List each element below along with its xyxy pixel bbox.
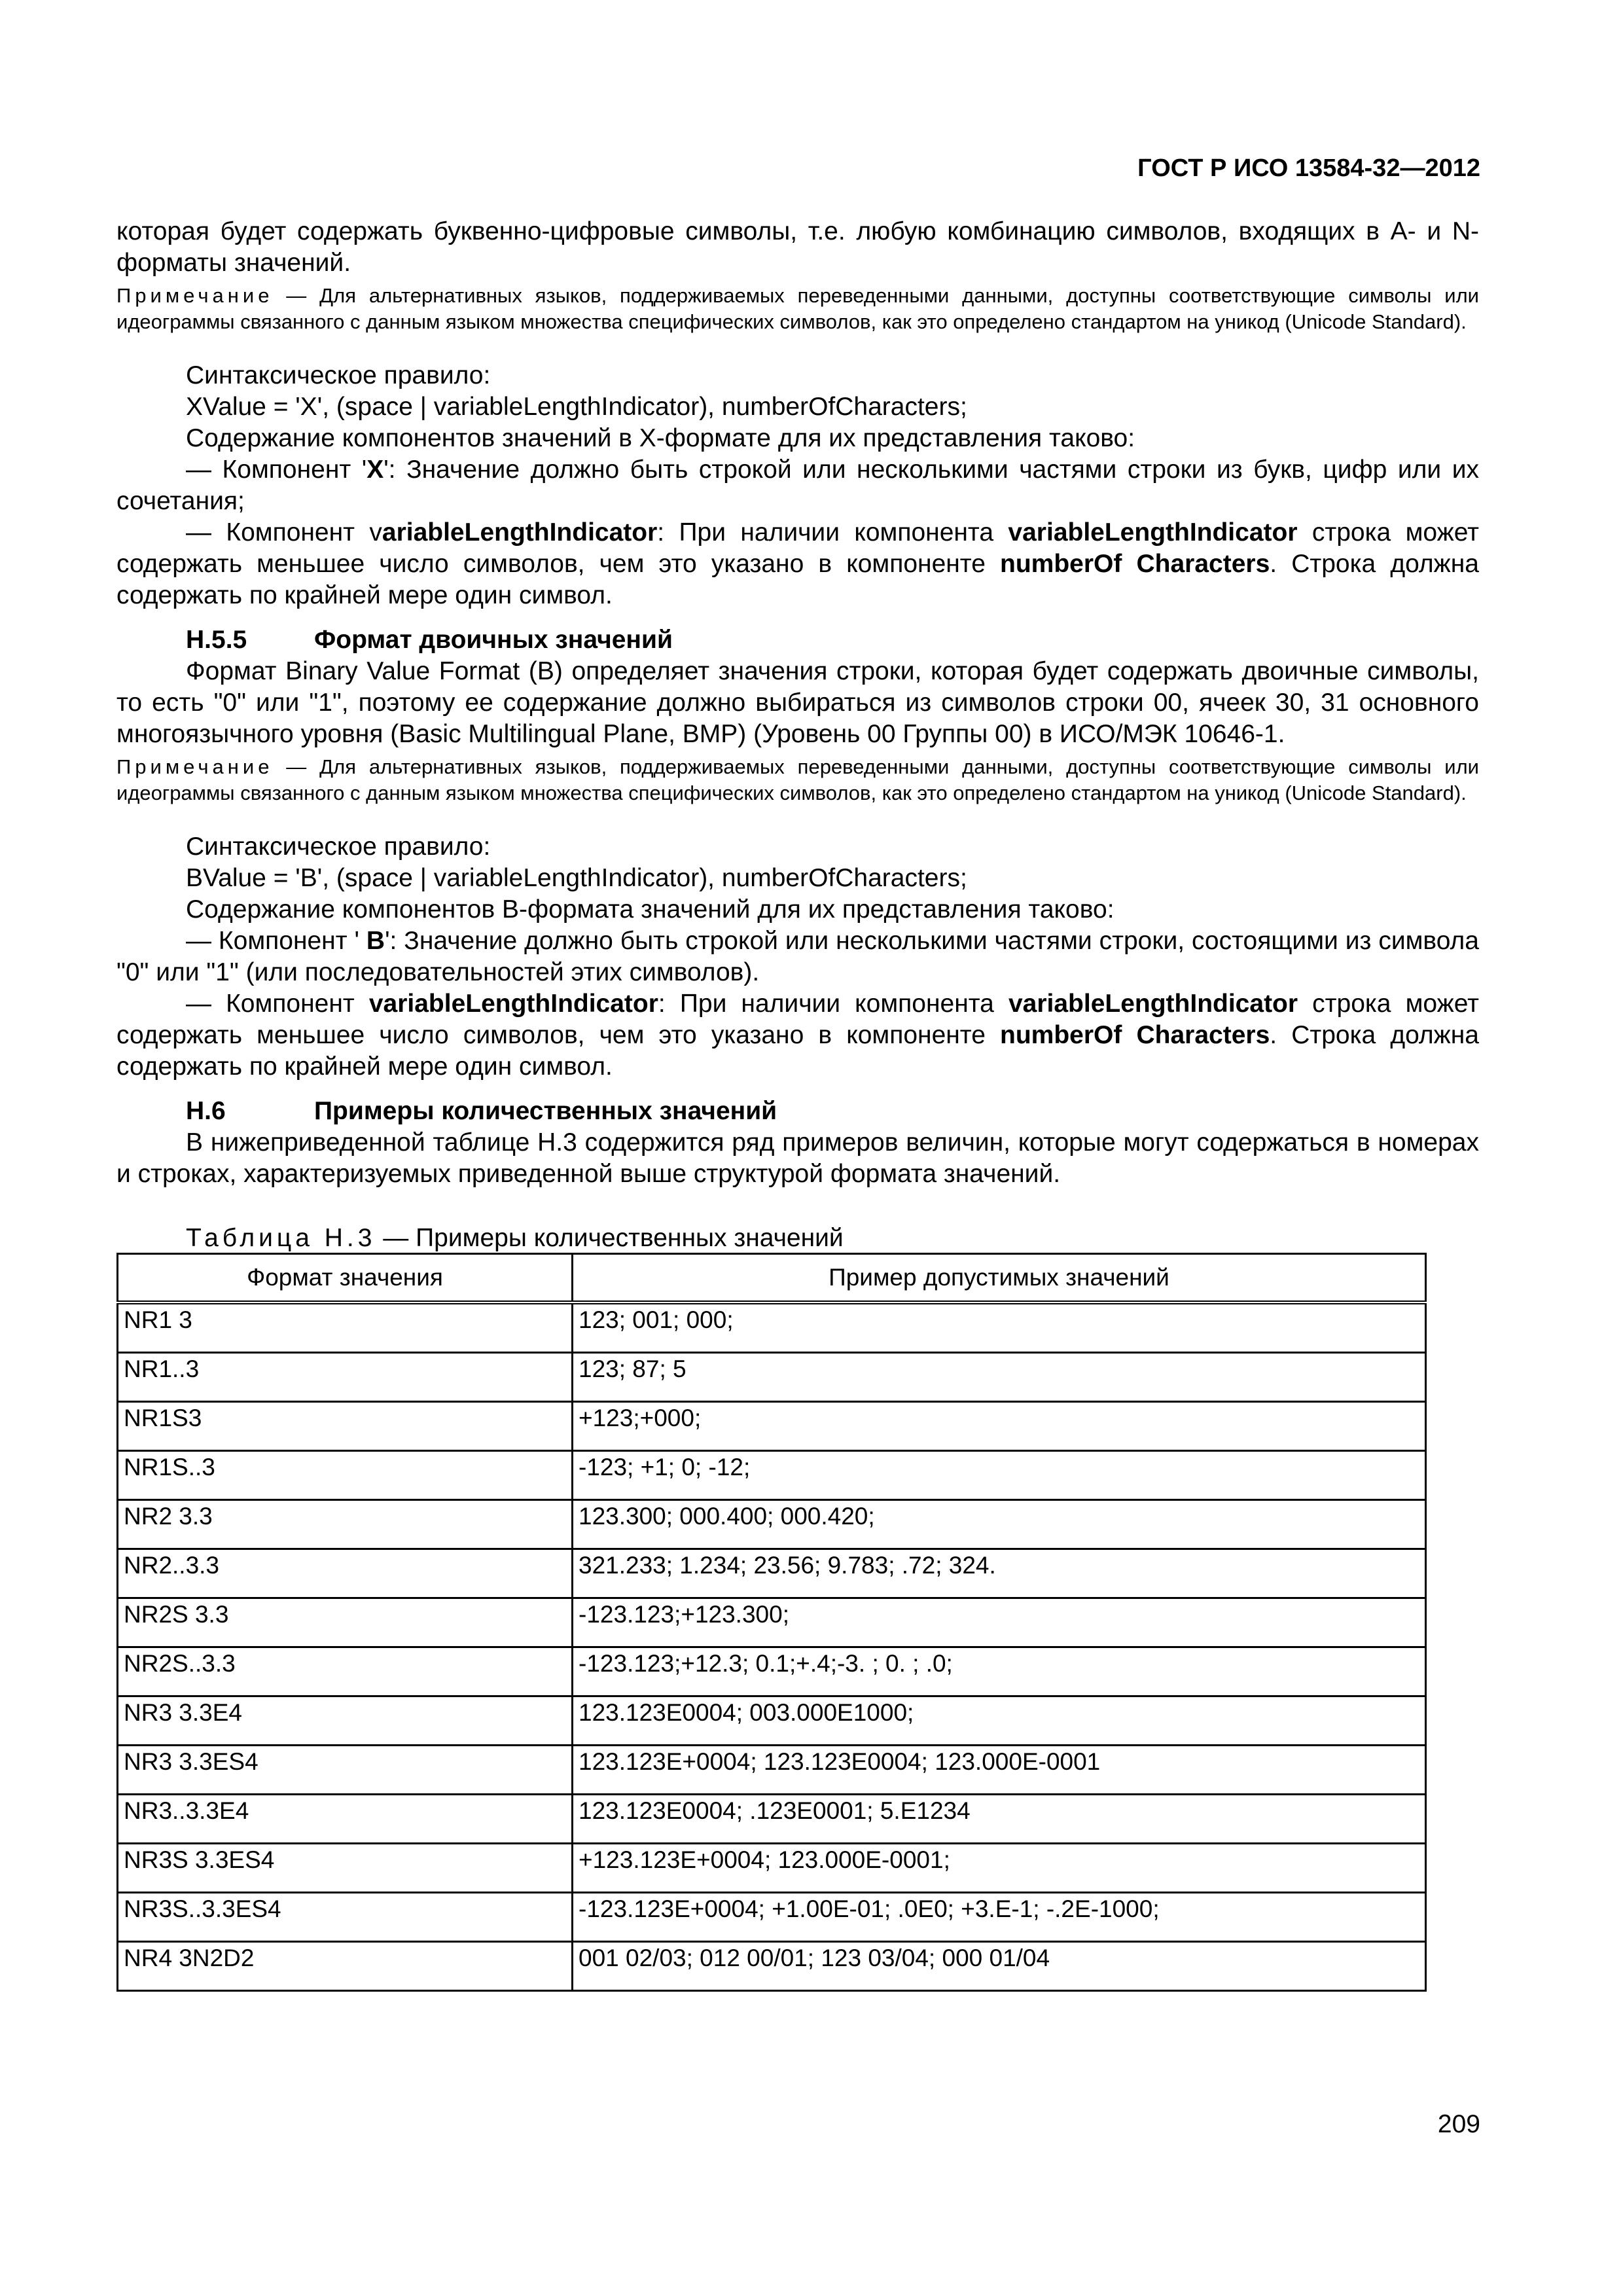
syntax-rule: XValue = 'X', (space | variableLengthIndicator), numberOfCharacters; (186, 393, 967, 421)
section-heading (116, 624, 1479, 656)
format-cell: NR1S..3 (118, 1451, 573, 1500)
example-cell: -123.123;+12.3; 0.1;+.4;-3. ; 0. ; .0; (573, 1647, 1426, 1696)
example-cell: 123; 87; 5 (573, 1353, 1426, 1402)
list-item (116, 517, 1479, 611)
example-cell: 123.300; 000.400; 000.420; (573, 1500, 1426, 1549)
format-cell: NR4 3N2D2 (118, 1942, 573, 1991)
example-cell: 123.123E0004; 003.000E1000; (573, 1696, 1426, 1746)
section-number: H.6 (186, 1097, 226, 1125)
item-bold: numberOf Characters (1000, 550, 1270, 578)
item-text: строка может содержать меньшее число символов, чем это указано в компоненте (116, 990, 1479, 1049)
item-text: . Строка должна содержать по крайней мере один символ. (116, 1021, 1479, 1081)
format-cell: NR2S..3.3 (118, 1647, 573, 1696)
list-item (116, 925, 1479, 988)
example-cell: +123;+000; (573, 1402, 1426, 1451)
table-row (118, 1402, 1426, 1451)
example-cell: 123.123E0004; .123E0001; 5.E1234 (573, 1795, 1426, 1844)
paragraph: которая будет содержать буквенно-цифровые символы, т.е. любую комбинацию символов, входящих в А- и N-форматы значений. (116, 217, 1479, 277)
item-bold: variableLengthIndicator (1008, 990, 1298, 1018)
table-caption (116, 1224, 1479, 1253)
section-number: H.5.5 (186, 626, 247, 654)
table-row (118, 1696, 1426, 1746)
examples-table (116, 1253, 1427, 1992)
example-cell: 123.123E+0004; 123.123E0004; 123.000E-0001 (573, 1746, 1426, 1795)
item-text: ': Значение должно быть строкой или несколькими частями строки из букв, цифр или их сочетания; (116, 456, 1479, 515)
list-item (116, 988, 1479, 1083)
format-cell: NR3 3.3ES4 (118, 1746, 573, 1795)
format-cell: NR3 3.3E4 (118, 1696, 573, 1746)
table-row (118, 1844, 1426, 1893)
example-cell: -123.123E+0004; +1.00E-01; .0E0; +3.E-1; -.2E-1000; (573, 1893, 1426, 1942)
note (116, 283, 1479, 335)
format-cell: NR3S..3.3ES4 (118, 1893, 573, 1942)
note-label: Примечание (116, 755, 274, 778)
example-cell: 321.233; 1.234; 23.56; 9.783; .72; 324. (573, 1549, 1426, 1598)
note-text: — Для альтернативных языков, поддерживаемых переведенными данными, доступны соответствующие символы или идеограммы связанного с данным языком множества специфических символов, как это определено стандартом на уникод (Unicode Standard). (116, 755, 1479, 804)
item-text: : При наличии компонента (657, 518, 1008, 547)
item-text: ': Значение должно быть строкой или несколькими частями строки, состоящими из символа "0" или "1" (или последовательностей этих символов). (116, 927, 1479, 986)
item-bold: X (366, 456, 384, 484)
item-text: . Строка должна содержать по крайней мере один символ. (116, 550, 1479, 609)
format-cell: NR2S 3.3 (118, 1598, 573, 1647)
paragraph: Формат Binary Value Format (B) определяет значения строки, которая будет содержать двоичные символы, то есть "0" или "1", поэтому ее содержание должно выбираться из символов строки 00, ячеек 30, 31 основного многоязычного уровня (Basic Multilingual Plane, BMP) (Уровень 00 Группы 00) в ИСО/МЭК 10646-1. (116, 657, 1479, 748)
list-item (116, 454, 1479, 517)
table-row (118, 1795, 1426, 1844)
format-cell: NR2 3.3 (118, 1500, 573, 1549)
document-header: ГОСТ Р ИСО 13584-32—2012 (1137, 154, 1480, 182)
example-cell: +123.123E+0004; 123.000E-0001; (573, 1844, 1426, 1893)
content-description: Содержание компонентов значений в Х-формате для их представления таково: (186, 424, 1135, 452)
table-header-row (118, 1254, 1426, 1303)
page-number: 209 (1437, 2110, 1480, 2138)
item-text: — Компонент v (186, 518, 382, 547)
header-examples: Пример допустимых значений (573, 1254, 1426, 1303)
table-row (118, 1942, 1426, 1991)
item-text: : При наличии компонента (658, 990, 1008, 1018)
item-bold: variableLengthIndicator (368, 990, 658, 1018)
syntax-label: Синтаксическое правило: (186, 361, 491, 389)
item-text: — Компонент ' (186, 456, 367, 484)
table-row (118, 1302, 1426, 1353)
format-cell: NR1 3 (118, 1302, 573, 1353)
item-text: — Компонент (186, 990, 369, 1018)
format-cell: NR1..3 (118, 1353, 573, 1402)
table-row (118, 1549, 1426, 1598)
syntax-rule: BValue = 'B', (space | variableLengthIndicator), numberOfCharacters; (186, 864, 967, 892)
table-row (118, 1647, 1426, 1696)
item-text: — Компонент ' (186, 927, 366, 955)
paragraph: В нижеприведенной таблице Н.3 содержится ряд примеров величин, которые могут содержаться в номерах и строках, характеризуемых приведенной выше структурой формата значений. (116, 1128, 1479, 1188)
section-heading (116, 1096, 1479, 1127)
note (116, 754, 1479, 806)
item-bold: B (366, 927, 385, 955)
table-caption-label: Таблица Н.3 (186, 1224, 376, 1252)
syntax-label: Синтаксическое правило: (186, 833, 491, 861)
table-row (118, 1746, 1426, 1795)
content-description: Содержание компонентов B-формата значений для их представления таково: (186, 895, 1115, 924)
table-row (118, 1893, 1426, 1942)
table-row (118, 1353, 1426, 1402)
item-text: строка может содержать меньшее число символов, чем это указано в компоненте (116, 518, 1479, 578)
page-content (116, 216, 1479, 1992)
section-title: Формат двоичных значений (314, 626, 673, 654)
example-cell: -123; +1; 0; -12; (573, 1451, 1426, 1500)
note-text: — Для альтернативных языков, поддерживаемых переведенными данными, доступны соответствующие символы или идеограммы связанного с данным языком множества специфических символов, как это определено стандартом на уникод (Unicode Standard). (116, 284, 1479, 333)
example-cell: 123; 001; 000; (573, 1302, 1426, 1353)
item-bold: ariableLengthIndicator (382, 518, 658, 547)
note-label: Примечание (116, 284, 274, 307)
table-caption-text: — Примеры количественных значений (376, 1224, 844, 1252)
section-title: Примеры количественных значений (314, 1097, 777, 1125)
format-cell: NR3S 3.3ES4 (118, 1844, 573, 1893)
format-cell: NR1S3 (118, 1402, 573, 1451)
example-cell: 001 02/03; 012 00/01; 123 03/04; 000 01/04 (573, 1942, 1426, 1991)
format-cell: NR2..3.3 (118, 1549, 573, 1598)
example-cell: -123.123;+123.300; (573, 1598, 1426, 1647)
format-cell: NR3..3.3E4 (118, 1795, 573, 1844)
header-format: Формат значения (118, 1254, 573, 1303)
item-bold: variableLengthIndicator (1008, 518, 1298, 547)
table-row (118, 1500, 1426, 1549)
item-bold: numberOf Characters (1000, 1021, 1270, 1049)
table-row (118, 1451, 1426, 1500)
table-row (118, 1598, 1426, 1647)
